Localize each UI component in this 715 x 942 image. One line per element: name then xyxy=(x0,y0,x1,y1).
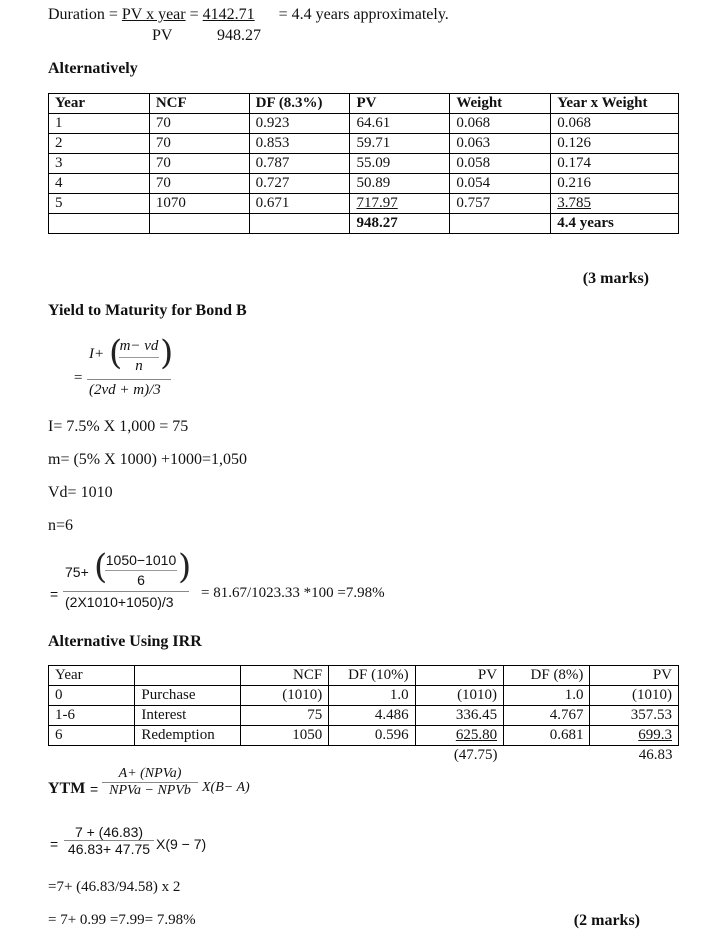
equals-sign: = xyxy=(50,586,59,602)
header-df-8: DF (8%) xyxy=(504,666,590,686)
cell: Redemption xyxy=(135,726,240,746)
cell: 0.757 xyxy=(450,194,551,214)
ytm-label: YTM xyxy=(48,780,86,797)
header-df-10: DF (10%) xyxy=(329,666,415,686)
cell: 0.063 xyxy=(450,134,551,154)
cell: 75 xyxy=(240,706,328,726)
cell: 70 xyxy=(149,174,249,194)
duration-table xyxy=(48,93,679,234)
header-pv-10: PV xyxy=(415,666,503,686)
cell: 1050 xyxy=(240,726,328,746)
cell xyxy=(149,214,249,234)
cell: (1010) xyxy=(415,686,503,706)
ytm-fraction xyxy=(102,766,198,799)
ytm-denominator: NPVa − NPVb xyxy=(109,783,191,798)
formula-inner-numerator: m− vd xyxy=(119,338,159,354)
empty-cell xyxy=(135,746,240,766)
cell: (1010) xyxy=(590,686,679,706)
header-year: Year xyxy=(49,94,150,114)
npv-10: (47.75) xyxy=(453,747,498,763)
calc-inner-numerator: 1050−1010 xyxy=(105,552,177,568)
cell: 4.486 xyxy=(329,706,415,726)
table-row xyxy=(49,134,679,154)
total-duration: 4.4 years xyxy=(551,214,679,234)
cell: 0.068 xyxy=(551,114,679,134)
empty-cell xyxy=(329,746,415,766)
equals-sign: = xyxy=(50,836,59,852)
table-header-row xyxy=(49,666,679,686)
duration-formula xyxy=(48,6,449,24)
cell: 70 xyxy=(149,134,249,154)
cell: 1 xyxy=(49,114,150,134)
cell xyxy=(249,214,350,234)
table-totals-row xyxy=(49,746,679,766)
table-row xyxy=(49,154,679,174)
cell: 0.174 xyxy=(551,154,679,174)
duration-label: Duration = xyxy=(48,6,122,23)
cell: 0.126 xyxy=(551,134,679,154)
cell: 0.681 xyxy=(504,726,590,746)
cell: 0.671 xyxy=(249,194,350,214)
cell: 0 xyxy=(49,686,135,706)
calc-inner-denominator: 6 xyxy=(137,572,145,588)
cell: 0.727 xyxy=(249,174,350,194)
sub-tail: X(9 − 7) xyxy=(156,836,207,852)
header-pv-8: PV xyxy=(590,666,679,686)
cell: 0.787 xyxy=(249,154,350,174)
calc-step-1: =7+ (46.83/94.58) x 2 xyxy=(48,879,181,895)
cell: 55.09 xyxy=(350,154,450,174)
cell: 1-6 xyxy=(49,706,135,726)
cell: 717.97 xyxy=(350,194,450,214)
equals-sign: = xyxy=(185,6,203,23)
cell: 0.058 xyxy=(450,154,551,174)
cell xyxy=(450,214,551,234)
cell: 0.853 xyxy=(249,134,350,154)
cell: 59.71 xyxy=(350,134,450,154)
ytm-calc-formula xyxy=(63,547,192,610)
table-row xyxy=(49,194,679,214)
right-paren-icon: ) xyxy=(178,547,192,587)
empty-cell xyxy=(240,746,328,766)
total-pv: 948.27 xyxy=(350,214,450,234)
cell: Purchase xyxy=(135,686,240,706)
calc-denominator: (2X1010+1050)/3 xyxy=(65,594,174,610)
cell: 0.068 xyxy=(450,114,551,134)
equals-sign: = xyxy=(90,781,99,797)
cell: 4 xyxy=(49,174,150,194)
header-ncf: NCF xyxy=(149,94,249,114)
cell: 1.0 xyxy=(504,686,590,706)
cell: 50.89 xyxy=(350,174,450,194)
sub-denominator: 46.83+ 47.75 xyxy=(67,841,151,857)
cell: 6 xyxy=(49,726,135,746)
duration-denominator: PV xyxy=(152,27,173,44)
cell: 70 xyxy=(149,154,249,174)
cell: 336.45 xyxy=(415,706,503,726)
cell: 70 xyxy=(149,114,249,134)
cell: (1010) xyxy=(240,686,328,706)
formula-i: I xyxy=(89,346,94,362)
empty-cell xyxy=(49,746,135,766)
cell: 357.53 xyxy=(590,706,679,726)
header-year-x-weight: Year x Weight xyxy=(551,94,679,114)
alternatively-heading: Alternatively xyxy=(48,60,138,77)
cell: 625.80 xyxy=(415,726,503,746)
calc-result: = 81.67/1023.33 *100 =7.98% xyxy=(201,585,385,601)
table-total-row xyxy=(49,214,679,234)
equals-sign: = xyxy=(73,370,84,386)
header-weight: Weight xyxy=(450,94,551,114)
header-df: DF (8.3%) xyxy=(249,94,350,114)
table-row xyxy=(49,114,679,134)
cell: 64.61 xyxy=(350,114,450,134)
marks-label: (3 marks) xyxy=(582,270,649,287)
ytm-tail: X(B− A) xyxy=(202,780,250,795)
interest-line: I= 7.5% X 1,000 = 75 xyxy=(48,418,189,435)
calc-plus: + xyxy=(80,564,89,580)
header-pv: PV xyxy=(350,94,450,114)
calc-interest: 75 xyxy=(65,564,81,580)
formula-inner-denominator: n xyxy=(135,358,143,374)
header-ncf: NCF xyxy=(240,666,328,686)
cell: 5 xyxy=(49,194,150,214)
table-row xyxy=(49,706,679,726)
irr-table xyxy=(48,665,679,765)
duration-value-numerator: 4142.71 xyxy=(202,6,255,23)
vd-line: Vd= 1010 xyxy=(48,484,113,501)
right-paren-icon: ) xyxy=(160,333,174,373)
calc-step-2: = 7+ 0.99 =7.99= 7.98% xyxy=(48,912,196,928)
formula-denominator: (2vd + m)/3 xyxy=(89,382,161,398)
ytm-heading: Yield to Maturity for Bond B xyxy=(48,302,247,319)
cell: 0.216 xyxy=(551,174,679,194)
table-row xyxy=(49,686,679,706)
header-year: Year xyxy=(49,666,135,686)
left-paren-icon: ( xyxy=(109,333,123,373)
table-header-row xyxy=(49,94,679,114)
formula-plus: + xyxy=(94,346,105,362)
cell xyxy=(49,214,150,234)
cell: 0.923 xyxy=(249,114,350,134)
duration-value-denominator: 948.27 xyxy=(217,27,261,44)
cell: Interest xyxy=(135,706,240,726)
left-paren-icon: ( xyxy=(94,547,108,587)
n-line: n=6 xyxy=(48,517,74,534)
cell: 1.0 xyxy=(329,686,415,706)
npv-8: 46.83 xyxy=(638,747,673,763)
sub-numerator: 7 + (46.83) xyxy=(74,824,144,840)
table-row xyxy=(49,174,679,194)
cell: 0.596 xyxy=(329,726,415,746)
cell: 0.054 xyxy=(450,174,551,194)
header-description xyxy=(135,666,240,686)
ytm-numerator: A+ (NPVa) xyxy=(118,766,182,781)
sub-fraction xyxy=(64,824,154,857)
empty-cell xyxy=(504,746,590,766)
cell: 4.767 xyxy=(504,706,590,726)
table-row xyxy=(49,726,679,746)
duration-numerator: PV x year xyxy=(121,6,186,23)
m-line: m= (5% X 1000) +1000=1,050 xyxy=(48,451,248,468)
irr-heading: Alternative Using IRR xyxy=(48,633,202,650)
cell: 3.785 xyxy=(551,194,679,214)
marks-label: (2 marks) xyxy=(573,912,640,929)
cell: 2 xyxy=(49,134,150,154)
cell: 1070 xyxy=(149,194,249,214)
cell: 3 xyxy=(49,154,150,174)
duration-result: = 4.4 years approximately. xyxy=(278,6,449,23)
cell: 699.3 xyxy=(590,726,679,746)
